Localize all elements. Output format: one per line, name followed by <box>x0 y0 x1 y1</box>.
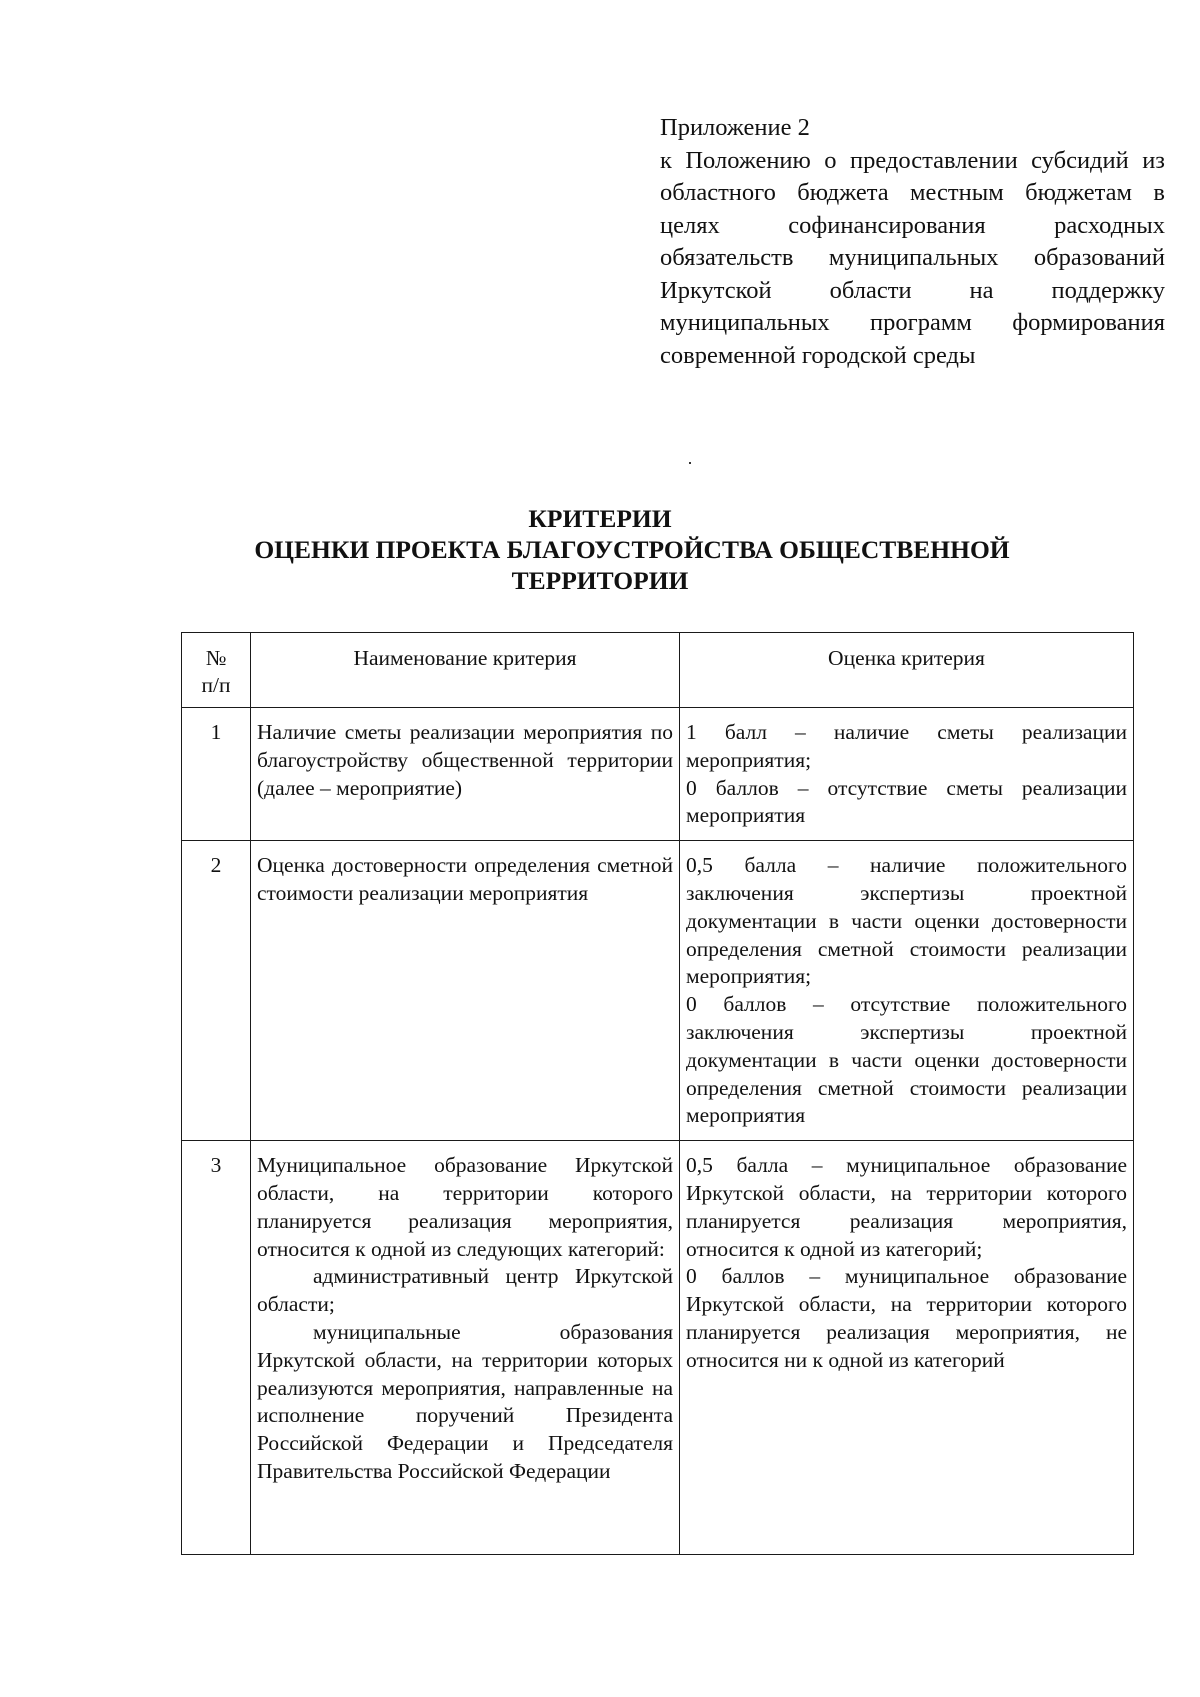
header-number-symbol: № <box>205 646 227 670</box>
row-criterion-name <box>251 1141 680 1555</box>
score-option: 0,5 балла – муниципальное образование Иркутской области, на территории которого планируется реализация мероприятия, относится к одной из категорий; <box>686 1153 1127 1261</box>
row-criterion-name <box>251 841 680 1141</box>
title-line-1: КРИТЕРИИ <box>528 504 672 533</box>
score-option: 0 баллов – муниципальное образование Иркутской области, на территории которого планируется реализация мероприятия, не относится ни к одной из категорий <box>686 1264 1127 1372</box>
row-number: 1 <box>182 708 251 841</box>
header-criterion-name: Наименование критерия <box>251 633 680 708</box>
score-option: 1 балл – наличие сметы реализации мероприятия; <box>686 720 1127 772</box>
row-criterion-name <box>251 708 680 841</box>
criteria-table <box>181 632 1134 1555</box>
table-row <box>182 841 1134 1141</box>
table-row <box>182 1141 1134 1555</box>
criterion-name-text: Оценка достоверности определения сметной стоимости реализации мероприятия <box>257 853 673 905</box>
document-title <box>0 503 1200 596</box>
row-number: 2 <box>182 841 251 1141</box>
criterion-name-text: Муниципальное образование Иркутской области, на территории которого планируется реализация мероприятия, относится к одной из следующих категорий: <box>257 1153 673 1261</box>
score-option: 0 баллов – отсутствие положительного заключения экспертизы проектной документации в части оценки достоверности определения сметной стоимости реализации мероприятия <box>686 992 1127 1128</box>
annex-heading: Приложение 2 <box>660 114 810 141</box>
annex-block <box>660 112 1165 372</box>
table-row <box>182 708 1134 841</box>
header-number <box>182 633 251 708</box>
criterion-name-text: Наличие сметы реализации мероприятия по благоустройству общественной территории (далее – мероприятие) <box>257 720 673 800</box>
title-line-3: ТЕРРИТОРИИ <box>511 566 689 595</box>
row-criterion-score <box>680 708 1134 841</box>
score-option: 0 баллов – отсутствие сметы реализации мероприятия <box>686 775 1127 828</box>
title-line-2: ОЦЕНКИ ПРОЕКТА БЛАГОУСТРОЙСТВА ОБЩЕСТВЕННОЙ <box>254 535 1010 564</box>
criterion-category-item: муниципальные образования Иркутской области, на территории которых реализуются мероприятия, направленные на исполнение поручений Президента Российской Федерации и Председателя Правительства Российской Федерации <box>257 1319 673 1483</box>
stray-dot <box>689 462 691 464</box>
criterion-category-item: административный центр Иркутской области; <box>257 1264 673 1317</box>
header-number-abbr: п/п <box>201 673 231 697</box>
annex-text: к Положению о предоставлении субсидий из областного бюджета местным бюджетам в целях софинансирования расходных обязательств муниципальных образований Иркутской области на поддержку муниципальных программ формирования современной городской среды <box>660 146 1165 369</box>
row-criterion-score <box>680 841 1134 1141</box>
score-option: 0,5 балла – наличие положительного заключения экспертизы проектной документации в части оценки достоверности определения сметной стоимости реализации мероприятия; <box>686 853 1127 989</box>
row-number: 3 <box>182 1141 251 1555</box>
row-criterion-score <box>680 1141 1134 1555</box>
header-criterion-score: Оценка критерия <box>680 633 1134 708</box>
table-header-row <box>182 633 1134 708</box>
